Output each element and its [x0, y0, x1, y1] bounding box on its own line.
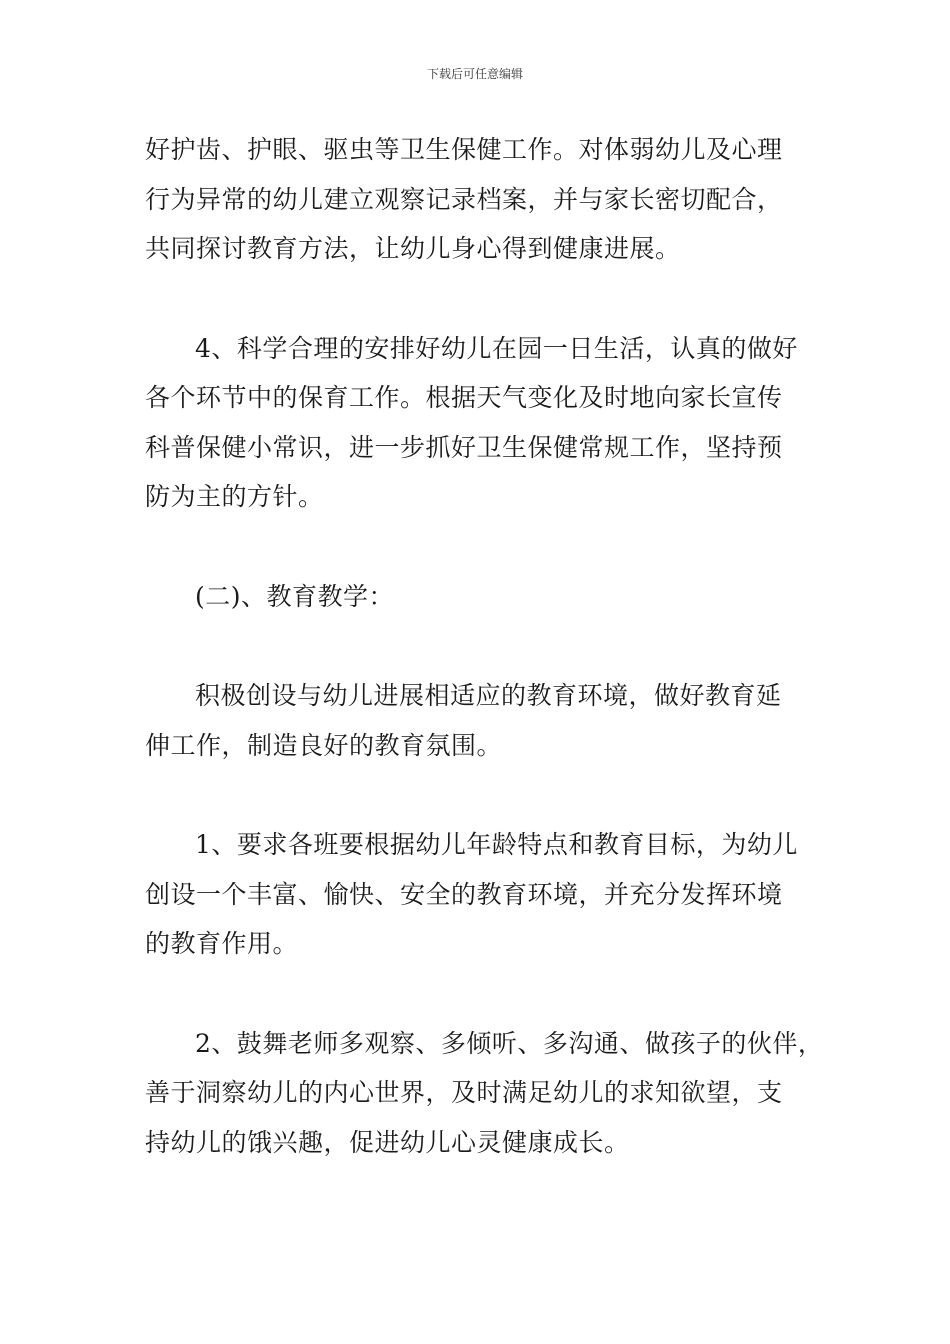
- paragraph-line: 积极创设与幼儿进展相适应的教育环境，做好教育延: [195, 681, 782, 710]
- paragraph-line: 各个环节中的保育工作。根据天气变化及时地向家长宣传: [145, 383, 783, 412]
- paragraph-line: 行为异常的幼儿建立观察记录档案，并与家长密切配合，: [145, 185, 783, 214]
- paragraph-line: 防为主的方针。: [145, 482, 324, 511]
- paragraph-line: 4、科学合理的安排好幼儿在园一日生活，认真的做好: [195, 334, 798, 363]
- paragraph-line: 的教育作用。: [145, 929, 299, 958]
- paragraph-line: 2、鼓舞老师多观察、多倾听、多沟通、做孩子的伙伴，: [195, 1029, 824, 1058]
- paragraph-line: 好护齿、护眼、驱虫等卫生保健工作。对体弱幼儿及心理: [145, 135, 783, 164]
- section-heading: (二)、教育教学：: [195, 582, 395, 611]
- paragraph-line: 善于洞察幼儿的内心世界，及时满足幼儿的求知欲望，支: [145, 1078, 783, 1107]
- paragraph-line: 伸工作，制造良好的教育氛围。: [145, 731, 503, 760]
- paragraph-line: 创设一个丰富、愉快、安全的教育环境，并充分发挥环境: [145, 880, 783, 909]
- paragraph-line: 持幼儿的饿兴趣，促进幼儿心灵健康成长。: [145, 1128, 630, 1157]
- page-header-note: 下载后可任意编辑: [426, 67, 523, 81]
- paragraph-line: 共同探讨教育方法，让幼儿身心得到健康进展。: [145, 234, 681, 263]
- paragraph-line: 1、要求各班要根据幼儿年龄特点和教育目标，为幼儿: [195, 830, 798, 859]
- paragraph-line: 科普保健小常识，进一步抓好卫生保健常规工作，坚持预: [145, 433, 783, 462]
